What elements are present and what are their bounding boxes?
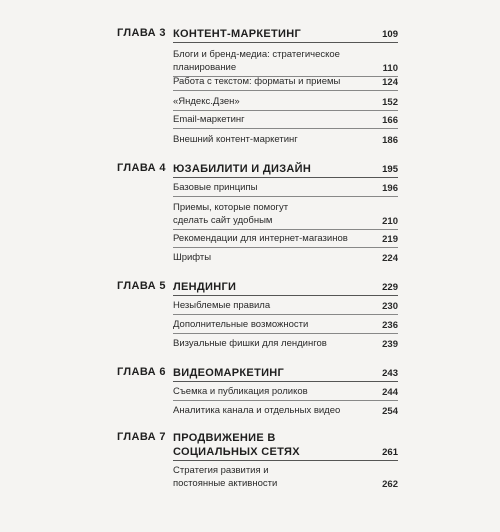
toc-entry xyxy=(173,337,398,350)
entry-rule xyxy=(173,90,398,91)
chapter-page-number: 261 xyxy=(382,447,398,458)
chapter-title: ВИДЕОМАРКЕТИНГ xyxy=(173,367,285,379)
chapter-page-number: 195 xyxy=(382,164,398,175)
chapter-label: ГЛАВА 4 xyxy=(117,162,166,174)
entry-rule xyxy=(173,196,398,197)
chapter-rule xyxy=(173,460,398,461)
entry-page-number: 124 xyxy=(382,77,398,88)
entry-page-number: 166 xyxy=(382,115,398,126)
toc-entry xyxy=(173,75,398,88)
entry-page-number: 210 xyxy=(382,216,398,227)
chapter-label: ГЛАВА 3 xyxy=(117,27,166,39)
entry-title: «Яндекс.Дзен» xyxy=(173,96,240,107)
chapter-label: ГЛАВА 6 xyxy=(117,366,166,378)
toc-entry xyxy=(173,318,398,331)
entry-title: Шрифты xyxy=(173,252,212,263)
entry-page-number: 244 xyxy=(382,387,398,398)
entry-title: Внешний контент-маркетинг xyxy=(173,134,298,145)
chapter-title: КОНТЕНТ-МАРКЕТИНГ xyxy=(173,28,301,40)
chapter-page-number: 243 xyxy=(382,368,398,379)
toc-entry xyxy=(173,113,398,126)
chapter-label: ГЛАВА 7 xyxy=(117,431,166,443)
toc-entry xyxy=(173,385,398,398)
chapter-page-number: 109 xyxy=(382,29,398,40)
entry-title: Незыблемые правила xyxy=(173,300,271,311)
entry-page-number: 152 xyxy=(382,97,398,108)
toc-entry xyxy=(173,201,398,227)
chapter-page-number: 229 xyxy=(382,282,398,293)
entry-title: Базовые принципы xyxy=(173,182,258,193)
chapter-rule xyxy=(173,177,398,178)
entry-rule xyxy=(173,110,398,111)
entry-title: Стратегия развития и постоянные активности xyxy=(173,465,278,489)
entry-rule xyxy=(173,247,398,248)
chapter-rule xyxy=(173,295,398,296)
entry-rule xyxy=(173,400,398,401)
chapter-title: ПРОДВИЖЕНИЕ В СОЦИАЛЬНЫХ СЕТЯХ xyxy=(173,432,300,458)
chapter-label: ГЛАВА 5 xyxy=(117,280,166,292)
entry-page-number: 224 xyxy=(382,253,398,264)
entry-page-number: 219 xyxy=(382,234,398,245)
entry-title: Визуальные фишки для лендингов xyxy=(173,338,327,349)
entry-title: Рекомендации для интернет-магазинов xyxy=(173,233,348,244)
entry-rule xyxy=(173,128,398,129)
entry-title: Съемка и публикация роликов xyxy=(173,386,308,397)
chapter-rule xyxy=(173,42,398,43)
entry-page-number: 196 xyxy=(382,183,398,194)
entry-rule xyxy=(173,229,398,230)
entry-page-number: 110 xyxy=(382,63,398,74)
chapter-title: ЮЗАБИЛИТИ И ДИЗАЙН xyxy=(173,163,312,175)
entry-page-number: 186 xyxy=(382,135,398,146)
entry-page-number: 230 xyxy=(382,301,398,312)
entry-title: Дополнительные возможности xyxy=(173,319,309,330)
entry-rule xyxy=(173,333,398,334)
toc-entry xyxy=(173,95,398,108)
entry-title: Email-маркетинг xyxy=(173,114,245,125)
entry-page-number: 239 xyxy=(382,339,398,350)
toc-entry xyxy=(173,404,398,417)
entry-page-number: 236 xyxy=(382,320,398,331)
entry-page-number: 262 xyxy=(382,479,398,490)
toc-entry xyxy=(173,181,398,194)
entry-title: Приемы, которые помогут сделать сайт удобным xyxy=(173,202,289,226)
chapter-rule xyxy=(173,381,398,382)
toc-entry xyxy=(173,251,398,264)
toc-entry xyxy=(173,299,398,312)
toc-entry xyxy=(173,48,398,74)
entry-page-number: 254 xyxy=(382,406,398,417)
entry-title: Аналитика канала и отдельных видео xyxy=(173,405,341,416)
entry-title: Блоги и бренд-медиа: стратегическое планирование xyxy=(173,49,340,73)
entry-rule xyxy=(173,314,398,315)
toc-entry xyxy=(173,133,398,146)
entry-title: Работа с текстом: форматы и приемы xyxy=(173,76,341,87)
toc-entry xyxy=(173,464,398,490)
toc-entry xyxy=(173,232,398,245)
chapter-title: ЛЕНДИНГИ xyxy=(173,281,237,293)
